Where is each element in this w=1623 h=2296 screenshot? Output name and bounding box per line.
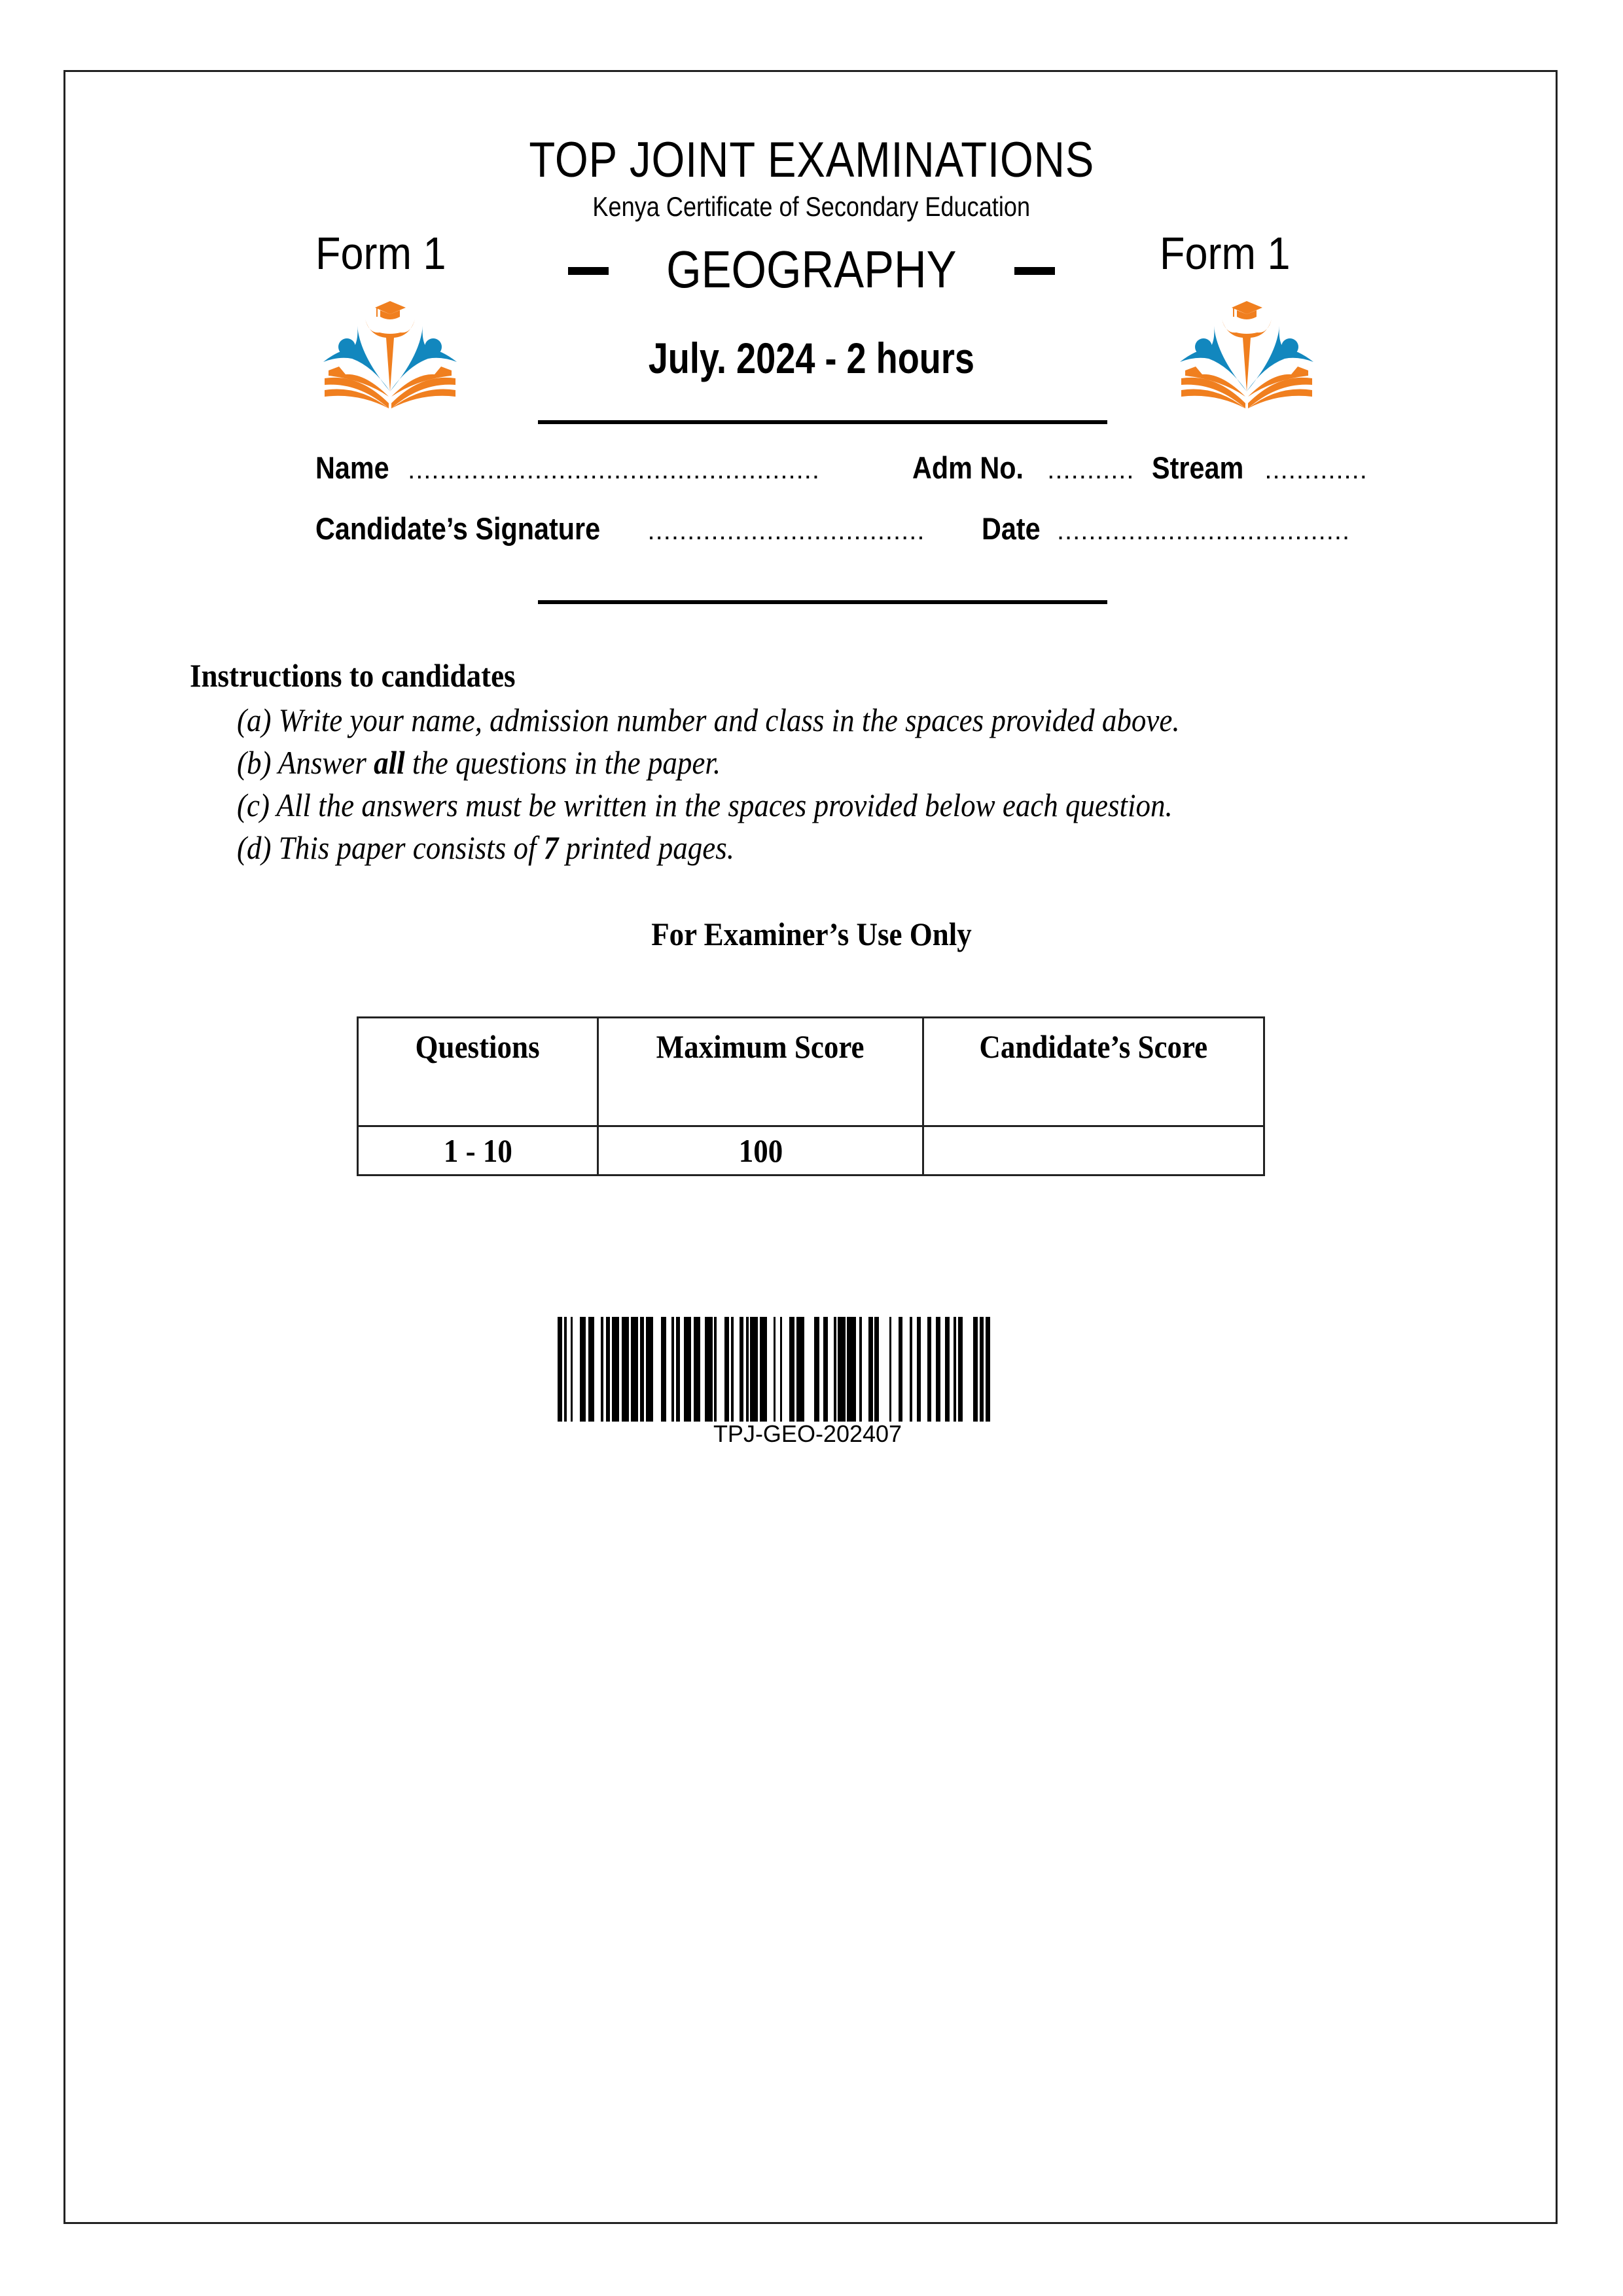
form-label-right: Form 1 (1160, 228, 1291, 279)
subject-title: GEOGRAPHY (0, 237, 1623, 302)
header-maximum-score: Maximum Score (598, 1018, 923, 1126)
barcode-gap (573, 1317, 580, 1422)
certificate-subtitle: Kenya Certificate of Secondary Education (592, 191, 1031, 222)
barcode-gap (767, 1317, 773, 1422)
barcode-bar (760, 1317, 767, 1422)
barcode-bar (796, 1317, 804, 1422)
education-logo-icon (313, 293, 463, 411)
barcode-gap (594, 1317, 601, 1422)
instruction-item: (a) Write your name, admission number and class in the spaces provided above. (237, 702, 1180, 738)
barcode-bar (945, 1317, 950, 1422)
barcode-bar (631, 1317, 638, 1422)
barcode (558, 1317, 991, 1422)
divider-bottom (538, 600, 1107, 604)
date-label: Date (982, 511, 1041, 546)
barcode-gap (666, 1317, 671, 1422)
dash-right (1014, 267, 1055, 275)
instructions-heading: Instructions to candidates (190, 657, 516, 694)
barcode-bar (838, 1317, 845, 1422)
barcode-gap (653, 1317, 661, 1422)
instruction-item: (b) Answer all the questions in the paper. (237, 744, 721, 781)
signature-field[interactable] (315, 509, 925, 550)
stream-field[interactable] (1152, 448, 1368, 490)
table-row (358, 1126, 1264, 1175)
table-header-row (358, 1018, 1264, 1126)
barcode-bar (789, 1317, 794, 1422)
header-candidates-score: Candidate’s Score (923, 1018, 1264, 1126)
stream-label: Stream (1152, 450, 1244, 485)
barcode-gap (804, 1317, 814, 1422)
organization-title: TOP JOINT EXAMINATIONS (529, 132, 1094, 188)
barcode-bar (684, 1317, 691, 1422)
barcode-bar (705, 1317, 712, 1422)
barcode-bar (694, 1317, 700, 1422)
barcode-bar (750, 1317, 757, 1422)
score-table (357, 1016, 1265, 1176)
barcode-gap (717, 1317, 724, 1422)
date-dotted-line[interactable]: ..................................... (1056, 516, 1351, 545)
barcode-label: TPJ-GEO-202407 (713, 1420, 902, 1447)
name-label: Name (315, 450, 389, 485)
cell-questions: 1 - 10 (358, 1126, 598, 1175)
barcode-bar (847, 1317, 855, 1422)
adm-no-label: Adm No. (912, 450, 1024, 485)
adm-no-field[interactable] (912, 448, 1135, 490)
barcode-bar (588, 1317, 594, 1422)
barcode-gap (782, 1317, 789, 1422)
name-dotted-line[interactable]: .................................................... (408, 456, 820, 484)
barcode-gap (879, 1317, 889, 1422)
exam-date-duration: July. 2024 - 2 hours (648, 334, 975, 382)
barcode-bar (612, 1317, 619, 1422)
barcode-bar (646, 1317, 653, 1422)
instruction-item: (c) All the answers must be written in the spaces provided below each question. (237, 787, 1173, 823)
barcode-bar (580, 1317, 585, 1422)
dash-left (568, 267, 609, 275)
barcode-gap (734, 1317, 739, 1422)
barcode-gap (921, 1317, 927, 1422)
stream-dotted-line[interactable]: ............. (1264, 456, 1368, 484)
name-field[interactable] (315, 448, 820, 490)
barcode-bar (986, 1317, 990, 1422)
barcode-bar (661, 1317, 666, 1422)
cell-maximum-score: 100 (598, 1126, 923, 1175)
education-logo-icon (1169, 293, 1320, 411)
barcode-gap (963, 1317, 974, 1422)
signature-dotted-line[interactable]: ................................... (647, 516, 925, 545)
barcode-bar (814, 1317, 819, 1422)
form-label-left: Form 1 (315, 228, 446, 279)
cell-candidates-score[interactable] (923, 1126, 1264, 1175)
divider-top (538, 420, 1107, 424)
barcode-gap (902, 1317, 910, 1422)
barcode-gap (828, 1317, 834, 1422)
barcode-bar (622, 1317, 629, 1422)
barcode-gap (891, 1317, 898, 1422)
header-questions: Questions (358, 1018, 598, 1126)
adm-no-dotted-line[interactable]: ........... (1047, 456, 1135, 484)
examiner-use-title: For Examiner’s Use Only (651, 916, 972, 952)
instruction-item: (d) This paper consists of 7 printed pages. (237, 829, 735, 866)
signature-label: Candidate’s Signature (315, 511, 601, 546)
barcode-gap (862, 1317, 868, 1422)
date-field[interactable] (982, 509, 1350, 550)
barcode-gap (931, 1317, 936, 1422)
barcode-gap (700, 1317, 705, 1422)
